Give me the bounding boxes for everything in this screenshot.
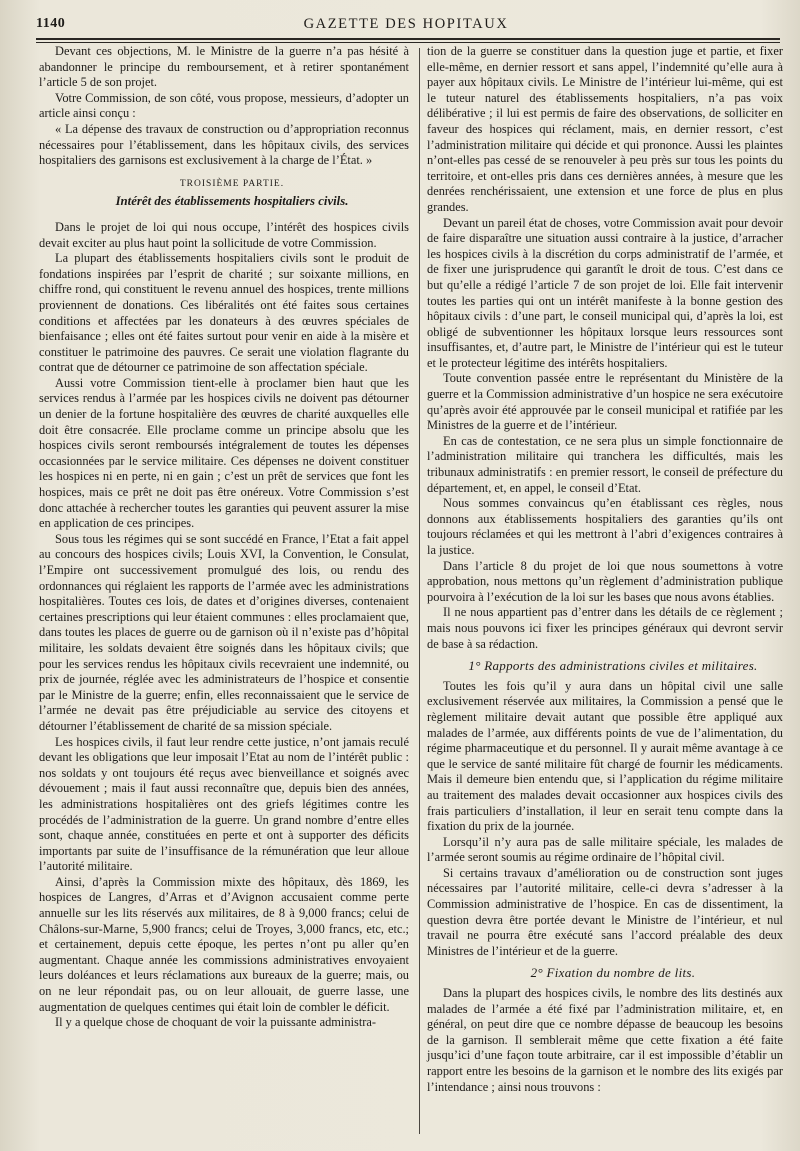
- paragraph: Dans l’article 8 du projet de loi que nous soumettons à votre approbation, nous mettons qu’un règlement d’administration publique pourvoira à l’exécution de la loi sur les bases que nous avons établies.: [427, 558, 783, 604]
- paragraph: Ainsi, d’après la Commission mixte des hôpitaux, dès 1869, les hospices de Langres, d’Arras et d’Avignon accusaient comme perte annuelle sur les lits réservés aux militaires, de 8 à 9,000 francs; celui de Châlons-sur-Marne, 5,900 francs; celui de Troyes, 3,000 francs, etc, etc.; et certainement, depuis cette époque, les pertes n’ont pu aller qu’en augmentant. Chaque année les commissions administratives envoyaient leurs doléances et leurs réclamations aux bureaux de la guerre; mais, ou on ne leur répondait pas, ou on leur allouait, de guerre lasse, une augmentation de quelques centimes qui était loin de combler le déficit.: [39, 874, 409, 1014]
- right-column: [427, 44, 783, 1095]
- paragraph: Dans la plupart des hospices civils, le nombre des lits destinés aux malades de l’armée a été fixé par l’administration militaire, et, en général, on peut dire que ce nombre dépasse de beaucoup les besoins de la garnison. Il semblerait même que cette fixation a été faite jusqu’ici d’une façon toute arbitraire, car il est impossible d’établir un rapport entre les besoins de la garnison et le nombre des lits exigés par l’intendance ; ainsi nous trouvons :: [427, 986, 783, 1094]
- paragraph: Devant un pareil état de choses, votre Commission avait pour devoir de faire disparaître une situation aussi contraire à la justice, d’arracher les hospices civils à la discrétion du corps administratif de l’armée, et de fixer une jurisprudence qui garantît le droit de tous. C’est dans ce but qu’elle a rédigé l’article 7 de son projet de loi. Elle fait intervenir toutes les parties qui ont un intérêt manifeste à la bonne gestion des hôpitaux civils : d’une part, le conseil municipal qui, d’après la loi, est obligé de subventionner les hôpitaux lorsque leurs ressources sont insuffisantes, et, d’autre part, le Ministre de l’intérieur qui est le tuteur et le protecteur légitime des intérêts hospitaliers.: [427, 215, 783, 370]
- section-label: TROISIÈME PARTIE.: [179, 178, 285, 189]
- paragraph: Lorsqu’il n’y aura pas de salle militaire spéciale, les malades de l’armée seront soumis au régime ordinaire de l’hôpital civil.: [427, 834, 783, 865]
- paragraph: Il y a quelque chose de choquant de voir la puissante administra-: [55, 1015, 377, 1030]
- subsection-title: 2° Fixation du nombre de lits.: [530, 965, 696, 981]
- left-column: [39, 44, 409, 1031]
- paragraph: La plupart des établissements hospitaliers civils sont le produit de fondations inspirées par l’esprit de charité ; sur soixante millions, en chiffre rond, qui constituent le revenu annuel des hospices, trente millions proviennent de donations. Ces libéralités ont été faites sous certaines conditions et affectées par les donateurs à des œuvres spéciales de bienfaisance ; elles ont été faites surtout pour venir en aide à la misère et constituer le patrimoine des pauvres. Ce serait une violation flagrante du contrat que de détourner ce patrimoine de son affectation spéciale.: [39, 251, 409, 375]
- paragraph: Votre Commission, de son côté, vous propose, messieurs, d’adopter un article ainsi conçu :: [39, 90, 409, 121]
- page-number: 1140: [36, 16, 66, 31]
- paragraph: Toute convention passée entre le représentant du Ministère de la guerre et la Commission administrative d’un hospice ne sera exécutoire qu’après avoir été approuvée par le conseil municipal et ratifiée par les Ministres de la guerre et de l’intérieur.: [427, 371, 783, 433]
- header-rule-thin: [36, 42, 780, 43]
- paragraph: Si certains travaux d’amélioration ou de construction sont juges nécessaires par l’autorité militaire, celle-ci devra s’adresser à la Commission administrative de l’hospice. En cas de dissentiment, la question devra être portée devant le Ministre de l’intérieur, et nul travail ne pourra être exécuté sans l’accord préalable des deux Ministres de l’intérieur et de la guerre.: [427, 865, 783, 958]
- paragraph: Il ne nous appartient pas d’entrer dans les détails de ce règlement ; mais nous pouvons ici fixer les principes généraux qui devront servir de base à sa rédaction.: [427, 605, 783, 651]
- page-header: [36, 14, 776, 36]
- paragraph: Aussi votre Commission tient-elle à proclamer bien haut que les services rendus à l’armée par les hospices civils ne doivent pas détourner un denier de la fortune hospitalière des œuvres de charité auxquelles elle doit être consacrée. Elle proclame comme un principe absolu que les hospices civils seront remboursés intégralement de toutes les dépenses occasionnées par le service militaire. Ces dépenses ne doivent constituer les hospices ni en perte, ni en gain ; c’est un prêt de services que font les hospices, mais ce prêt ne doit pas être onéreux. Votre Commission s’est donc attachée à rechercher toutes les garanties qui peuvent assurer la mise en application de ces principes.: [39, 375, 409, 531]
- paragraph: En cas de contestation, ce ne sera plus un simple fonctionnaire de l’administration militaire qui tranchera les difficultés, mais les tribunaux administratifs : en premier ressort, le conseil de préfecture du département, et, en appel, le conseil d’Etat.: [427, 433, 783, 495]
- subsection-title: 1° Rapports des administrations civiles et militaires.: [468, 658, 758, 674]
- column-divider: [419, 48, 420, 1134]
- paragraph: Nous sommes convaincus qu’en établissant ces règles, nous donnons aux établissements hospitaliers des garanties qu’ils ont toujours réclamées et qui les mettront à l’abri d’exigences contraires à la justice.: [427, 496, 783, 557]
- header-rule-thick: [36, 38, 780, 40]
- paragraph: Devant ces objections, M. le Ministre de la guerre n’a pas hésité à abandonner le principe du remboursement, et à retirer spontanément l’article 5 de son projet.: [39, 44, 409, 90]
- paragraph: Dans le projet de loi qui nous occupe, l’intérêt des hospices civils devait exciter au plus haut point la sollicitude de votre Commission.: [39, 219, 409, 250]
- paragraph: Les hospices civils, il faut leur rendre cette justice, n’ont jamais reculé devant les obligations que leur imposait l’Etat au nom de l’intérêt public : nos soldats y ont toujours été reçus avec bienveillance et soignés avec dévouement ; mais il faut aussi reconnaître que, depuis bien des années, les administrations hospitalières ont des griefs légitimes contre les procédés de l’administration de la guerre. Un grand nombre d’entre elles sont, chaque année, constituées en perte et ont à supporter des déficits importants par suite de l’insuffisance de la rémunération que leur alloue l’autorité militaire.: [39, 734, 409, 874]
- journal-title: GAZETTE DES HOPITAUX: [303, 16, 509, 32]
- paragraph: tion de la guerre se constituer dans la question juge et partie, et fixer elle-même, en dernier ressort et sans appel, l’indemnité qu’elle aura à payer aux hôpitaux civils. Le Ministre de l’intérieur lui-même, qui est le tuteur naturel des établissements hospitaliers, n’a pas voix délibérative ; il lui est permis de faire des observations, de solliciter en faveur des hospices qui réclament, mais, en dernier ressort, c’est l’administration militaire qui décide et qui prononce. Aussi les plaintes n’ont-elles pas cessé de se renouveler à peu près sur tous les points du territoire, et ont-elles pris dans ces dernières années, à mesure que les denrées renchérissaient, une extension et une force de plus en plus grandes.: [427, 44, 783, 214]
- paragraph: Sous tous les régimes qui se sont succédé en France, l’Etat a fait appel au concours des hospices civils; Louis XVI, la Convention, le Consulat, l’Empire ont successivement promulgué des lois, ou rendu des ordonnances qui réglaient les rapports de l’armée avec les administrations hospitalières. Toutes ces lois, de dates et d’origines diverses, contenaient certaines prescriptions qui leur étaient communes : elles proclamaient que, dans toutes les places de guerre ou de garnison où il n’existe pas d’hôpital militaire, les soldats devaient être soignés dans les hôpitaux civils; que pour les services rendus les hôpitaux civils recevraient une indemnité, ou prix de journée, réglée avec les administrateurs de l’hospice et consentie par le Ministre de la guerre; enfin, elles reconnaissaient que le service de l’armée ne devait pas être préjudiciable au service des citoyens et détourner l’établissement de charité de sa mission spéciale.: [39, 531, 409, 733]
- paragraph: Toutes les fois qu’il y aura dans un hôpital civil une salle exclusivement réservée aux militaires, la Commission a pensé que le règlement militaire devait autant que possible être appliqué aux malades de l’armée, aux différents points de vue de l’alimentation, du régime pharmaceutique et du personnel. Il y aurait même avantage à ce que le service de santé militaire fût chargé de fournir les médicaments. Mais il demeure bien entendu que, si l’application du régime militaire au traitement des malades devait occasionner aux hospices civils des frais particuliers d’installation, il leur en serait tenu compte dans la fixation du prix de la journée.: [427, 678, 783, 834]
- quoted-article: « La dépense des travaux de construction ou d’appropriation reconnus nécessaires pour l’établissement, dans les hôpitaux civils, des services hospitaliers des garnisons est exclusivement à la charge de l’État. »: [39, 121, 409, 168]
- section-title: Intérêt des établissements hospitaliers civils.: [115, 194, 349, 209]
